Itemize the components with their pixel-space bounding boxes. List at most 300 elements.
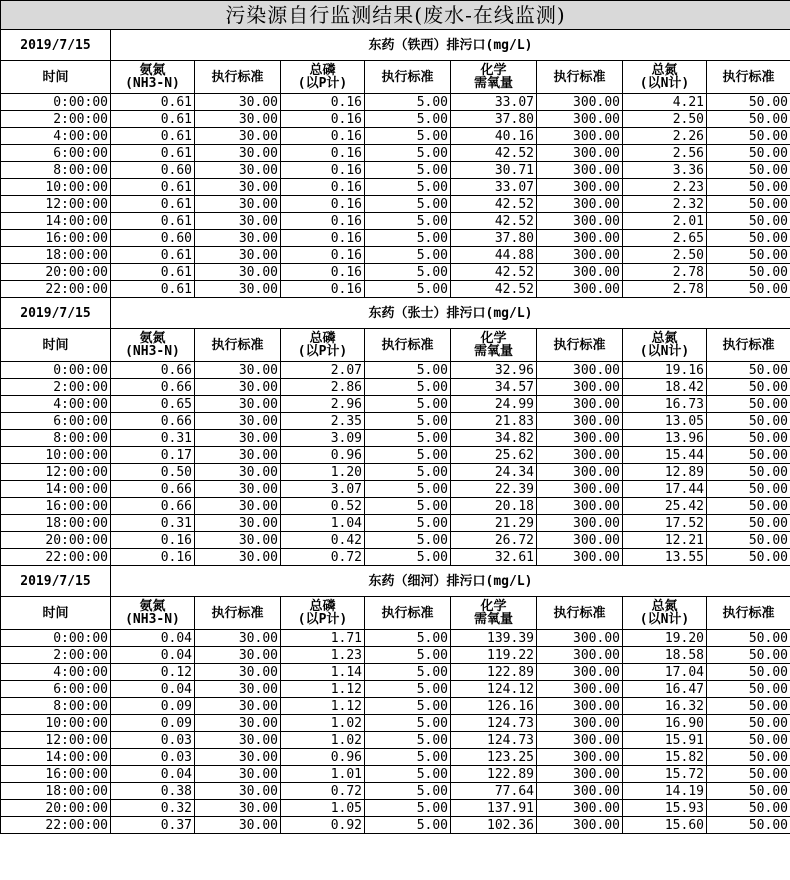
value-cell: 0.16 [111, 549, 195, 566]
value-cell: 15.82 [623, 749, 707, 766]
value-cell: 124.73 [451, 732, 537, 749]
column-header: 化学 需氧量 [451, 61, 537, 94]
value-cell: 50.00 [707, 532, 790, 549]
column-header: 时间 [1, 329, 111, 362]
column-header: 总磷 (以P计) [281, 597, 365, 630]
time-cell: 2:00:00 [1, 647, 111, 664]
value-cell: 50.00 [707, 396, 790, 413]
value-cell: 30.00 [195, 732, 281, 749]
value-cell: 5.00 [365, 264, 451, 281]
value-cell: 1.20 [281, 464, 365, 481]
value-cell: 16.90 [623, 715, 707, 732]
time-cell: 18:00:00 [1, 783, 111, 800]
time-cell: 16:00:00 [1, 766, 111, 783]
value-cell: 34.57 [451, 379, 537, 396]
value-cell: 300.00 [537, 481, 623, 498]
value-cell: 0.61 [111, 196, 195, 213]
table-row [1, 715, 790, 732]
value-cell: 5.00 [365, 481, 451, 498]
value-cell: 0.16 [281, 179, 365, 196]
value-cell: 25.42 [623, 498, 707, 515]
value-cell: 1.12 [281, 681, 365, 698]
time-cell: 14:00:00 [1, 481, 111, 498]
value-cell: 24.34 [451, 464, 537, 481]
time-cell: 22:00:00 [1, 281, 111, 298]
value-cell: 50.00 [707, 647, 790, 664]
value-cell: 30.00 [195, 196, 281, 213]
value-cell: 123.25 [451, 749, 537, 766]
value-cell: 13.96 [623, 430, 707, 447]
value-cell: 102.36 [451, 817, 537, 834]
value-cell: 5.00 [365, 213, 451, 230]
value-cell: 300.00 [537, 430, 623, 447]
value-cell: 300.00 [537, 549, 623, 566]
value-cell: 50.00 [707, 498, 790, 515]
value-cell: 5.00 [365, 145, 451, 162]
value-cell: 300.00 [537, 230, 623, 247]
table-row [1, 247, 790, 264]
table-row [1, 549, 790, 566]
table-row [1, 179, 790, 196]
column-header: 氨氮 (NH3-N) [111, 329, 195, 362]
value-cell: 50.00 [707, 196, 790, 213]
table-row [1, 732, 790, 749]
value-cell: 0.04 [111, 766, 195, 783]
value-cell: 300.00 [537, 698, 623, 715]
value-cell: 300.00 [537, 498, 623, 515]
column-header: 执行标准 [195, 597, 281, 630]
value-cell: 124.73 [451, 715, 537, 732]
value-cell: 30.00 [195, 532, 281, 549]
time-cell: 12:00:00 [1, 196, 111, 213]
table-row [1, 749, 790, 766]
value-cell: 16.73 [623, 396, 707, 413]
value-cell: 0.92 [281, 817, 365, 834]
value-cell: 5.00 [365, 664, 451, 681]
column-header: 执行标准 [537, 329, 623, 362]
time-cell: 8:00:00 [1, 162, 111, 179]
value-cell: 0.65 [111, 396, 195, 413]
value-cell: 0.61 [111, 128, 195, 145]
value-cell: 5.00 [365, 196, 451, 213]
value-cell: 2.01 [623, 213, 707, 230]
value-cell: 30.00 [195, 766, 281, 783]
value-cell: 300.00 [537, 413, 623, 430]
value-cell: 50.00 [707, 230, 790, 247]
value-cell: 30.00 [195, 379, 281, 396]
value-cell: 0.16 [281, 145, 365, 162]
value-cell: 30.00 [195, 481, 281, 498]
value-cell: 300.00 [537, 732, 623, 749]
value-cell: 50.00 [707, 515, 790, 532]
value-cell: 22.39 [451, 481, 537, 498]
value-cell: 2.86 [281, 379, 365, 396]
value-cell: 5.00 [365, 715, 451, 732]
value-cell: 139.39 [451, 630, 537, 647]
time-cell: 22:00:00 [1, 817, 111, 834]
time-cell: 14:00:00 [1, 749, 111, 766]
section-title: 东药（细河）排污口(mg/L) [111, 566, 790, 597]
value-cell: 0.17 [111, 447, 195, 464]
table-row [1, 817, 790, 834]
value-cell: 26.72 [451, 532, 537, 549]
column-header: 氨氮 (NH3-N) [111, 597, 195, 630]
value-cell: 0.16 [281, 162, 365, 179]
value-cell: 15.93 [623, 800, 707, 817]
value-cell: 13.05 [623, 413, 707, 430]
table-row [1, 783, 790, 800]
value-cell: 2.26 [623, 128, 707, 145]
value-cell: 300.00 [537, 179, 623, 196]
value-cell: 126.16 [451, 698, 537, 715]
value-cell: 37.80 [451, 230, 537, 247]
value-cell: 42.52 [451, 281, 537, 298]
value-cell: 25.62 [451, 447, 537, 464]
value-cell: 0.60 [111, 162, 195, 179]
time-cell: 14:00:00 [1, 213, 111, 230]
value-cell: 300.00 [537, 783, 623, 800]
value-cell: 5.00 [365, 247, 451, 264]
value-cell: 3.09 [281, 430, 365, 447]
value-cell: 50.00 [707, 179, 790, 196]
value-cell: 2.78 [623, 281, 707, 298]
time-cell: 8:00:00 [1, 698, 111, 715]
value-cell: 2.96 [281, 396, 365, 413]
value-cell: 30.00 [195, 213, 281, 230]
value-cell: 5.00 [365, 128, 451, 145]
column-header: 总氮 (以N计) [623, 61, 707, 94]
value-cell: 0.04 [111, 681, 195, 698]
value-cell: 0.12 [111, 664, 195, 681]
table-row [1, 681, 790, 698]
value-cell: 2.07 [281, 362, 365, 379]
value-cell: 30.00 [195, 749, 281, 766]
section-header-row [1, 30, 790, 61]
value-cell: 42.52 [451, 145, 537, 162]
value-cell: 2.23 [623, 179, 707, 196]
value-cell: 50.00 [707, 766, 790, 783]
value-cell: 30.00 [195, 362, 281, 379]
value-cell: 30.00 [195, 515, 281, 532]
column-header: 执行标准 [707, 61, 790, 94]
value-cell: 32.61 [451, 549, 537, 566]
value-cell: 5.00 [365, 281, 451, 298]
table-row [1, 396, 790, 413]
value-cell: 42.52 [451, 196, 537, 213]
value-cell: 300.00 [537, 247, 623, 264]
value-cell: 0.61 [111, 281, 195, 298]
value-cell: 2.50 [623, 111, 707, 128]
value-cell: 50.00 [707, 549, 790, 566]
value-cell: 15.91 [623, 732, 707, 749]
value-cell: 5.00 [365, 413, 451, 430]
value-cell: 0.16 [281, 213, 365, 230]
value-cell: 30.00 [195, 498, 281, 515]
time-cell: 18:00:00 [1, 515, 111, 532]
value-cell: 50.00 [707, 413, 790, 430]
value-cell: 0.61 [111, 247, 195, 264]
value-cell: 30.00 [195, 800, 281, 817]
table-row [1, 430, 790, 447]
table-row [1, 213, 790, 230]
value-cell: 0.16 [281, 264, 365, 281]
value-cell: 300.00 [537, 379, 623, 396]
value-cell: 30.71 [451, 162, 537, 179]
value-cell: 30.00 [195, 664, 281, 681]
time-cell: 10:00:00 [1, 715, 111, 732]
value-cell: 300.00 [537, 749, 623, 766]
value-cell: 3.07 [281, 481, 365, 498]
value-cell: 300.00 [537, 111, 623, 128]
column-header: 化学 需氧量 [451, 597, 537, 630]
value-cell: 12.21 [623, 532, 707, 549]
value-cell: 1.14 [281, 664, 365, 681]
column-header: 执行标准 [537, 61, 623, 94]
value-cell: 15.60 [623, 817, 707, 834]
value-cell: 24.99 [451, 396, 537, 413]
column-header: 总氮 (以N计) [623, 597, 707, 630]
section-title: 东药（铁西）排污口(mg/L) [111, 30, 790, 61]
value-cell: 50.00 [707, 162, 790, 179]
value-cell: 0.60 [111, 230, 195, 247]
value-cell: 1.23 [281, 647, 365, 664]
value-cell: 50.00 [707, 145, 790, 162]
value-cell: 16.32 [623, 698, 707, 715]
value-cell: 5.00 [365, 732, 451, 749]
value-cell: 50.00 [707, 447, 790, 464]
value-cell: 5.00 [365, 447, 451, 464]
time-cell: 6:00:00 [1, 681, 111, 698]
value-cell: 0.38 [111, 783, 195, 800]
value-cell: 0.61 [111, 213, 195, 230]
value-cell: 30.00 [195, 464, 281, 481]
value-cell: 50.00 [707, 379, 790, 396]
value-cell: 5.00 [365, 179, 451, 196]
value-cell: 0.03 [111, 732, 195, 749]
value-cell: 2.65 [623, 230, 707, 247]
value-cell: 5.00 [365, 681, 451, 698]
value-cell: 17.52 [623, 515, 707, 532]
section-title: 东药（张士）排污口(mg/L) [111, 298, 790, 329]
column-header: 氨氮 (NH3-N) [111, 61, 195, 94]
value-cell: 2.50 [623, 247, 707, 264]
value-cell: 0.50 [111, 464, 195, 481]
value-cell: 50.00 [707, 264, 790, 281]
column-header: 执行标准 [365, 329, 451, 362]
value-cell: 0.52 [281, 498, 365, 515]
value-cell: 50.00 [707, 817, 790, 834]
value-cell: 4.21 [623, 94, 707, 111]
value-cell: 50.00 [707, 664, 790, 681]
value-cell: 14.19 [623, 783, 707, 800]
value-cell: 0.09 [111, 698, 195, 715]
table-row [1, 362, 790, 379]
value-cell: 3.36 [623, 162, 707, 179]
table-row [1, 379, 790, 396]
value-cell: 30.00 [195, 94, 281, 111]
value-cell: 16.47 [623, 681, 707, 698]
value-cell: 19.20 [623, 630, 707, 647]
table-row [1, 515, 790, 532]
table-row [1, 162, 790, 179]
value-cell: 15.72 [623, 766, 707, 783]
value-cell: 42.52 [451, 213, 537, 230]
value-cell: 5.00 [365, 111, 451, 128]
table-row [1, 698, 790, 715]
table-row [1, 413, 790, 430]
value-cell: 30.00 [195, 281, 281, 298]
value-cell: 300.00 [537, 800, 623, 817]
value-cell: 30.00 [195, 430, 281, 447]
value-cell: 30.00 [195, 264, 281, 281]
page-title: 污染源自行监测结果(废水-在线监测) [1, 1, 790, 30]
value-cell: 0.61 [111, 264, 195, 281]
value-cell: 18.58 [623, 647, 707, 664]
value-cell: 0.16 [281, 281, 365, 298]
value-cell: 0.03 [111, 749, 195, 766]
value-cell: 300.00 [537, 464, 623, 481]
table-row [1, 464, 790, 481]
column-header: 执行标准 [195, 61, 281, 94]
value-cell: 30.00 [195, 179, 281, 196]
column-header-row [1, 61, 790, 94]
value-cell: 124.12 [451, 681, 537, 698]
table-row [1, 630, 790, 647]
time-cell: 10:00:00 [1, 447, 111, 464]
value-cell: 50.00 [707, 681, 790, 698]
value-cell: 300.00 [537, 532, 623, 549]
section-date: 2019/7/15 [1, 298, 111, 329]
value-cell: 5.00 [365, 515, 451, 532]
value-cell: 300.00 [537, 817, 623, 834]
value-cell: 0.66 [111, 498, 195, 515]
section-date: 2019/7/15 [1, 566, 111, 597]
column-header-row [1, 597, 790, 630]
value-cell: 1.01 [281, 766, 365, 783]
value-cell: 21.29 [451, 515, 537, 532]
value-cell: 30.00 [195, 817, 281, 834]
value-cell: 77.64 [451, 783, 537, 800]
value-cell: 30.00 [195, 647, 281, 664]
value-cell: 0.61 [111, 94, 195, 111]
value-cell: 30.00 [195, 145, 281, 162]
value-cell: 0.37 [111, 817, 195, 834]
value-cell: 50.00 [707, 732, 790, 749]
value-cell: 5.00 [365, 396, 451, 413]
value-cell: 300.00 [537, 664, 623, 681]
value-cell: 50.00 [707, 715, 790, 732]
time-cell: 2:00:00 [1, 111, 111, 128]
table-row [1, 664, 790, 681]
column-header: 执行标准 [707, 597, 790, 630]
value-cell: 50.00 [707, 630, 790, 647]
time-cell: 18:00:00 [1, 247, 111, 264]
value-cell: 0.16 [281, 230, 365, 247]
value-cell: 0.96 [281, 749, 365, 766]
value-cell: 30.00 [195, 396, 281, 413]
value-cell: 1.04 [281, 515, 365, 532]
value-cell: 0.16 [281, 111, 365, 128]
value-cell: 30.00 [195, 681, 281, 698]
value-cell: 300.00 [537, 196, 623, 213]
time-cell: 4:00:00 [1, 128, 111, 145]
value-cell: 1.05 [281, 800, 365, 817]
time-cell: 10:00:00 [1, 179, 111, 196]
value-cell: 300.00 [537, 396, 623, 413]
value-cell: 33.07 [451, 94, 537, 111]
value-cell: 19.16 [623, 362, 707, 379]
value-cell: 5.00 [365, 749, 451, 766]
value-cell: 50.00 [707, 281, 790, 298]
value-cell: 50.00 [707, 749, 790, 766]
value-cell: 5.00 [365, 800, 451, 817]
time-cell: 6:00:00 [1, 413, 111, 430]
time-cell: 4:00:00 [1, 396, 111, 413]
value-cell: 37.80 [451, 111, 537, 128]
table-row [1, 532, 790, 549]
table-row [1, 230, 790, 247]
time-cell: 8:00:00 [1, 430, 111, 447]
value-cell: 15.44 [623, 447, 707, 464]
value-cell: 5.00 [365, 230, 451, 247]
table-row [1, 481, 790, 498]
table-row [1, 800, 790, 817]
value-cell: 5.00 [365, 162, 451, 179]
table-row [1, 447, 790, 464]
column-header: 时间 [1, 597, 111, 630]
value-cell: 50.00 [707, 247, 790, 264]
value-cell: 30.00 [195, 111, 281, 128]
value-cell: 30.00 [195, 549, 281, 566]
value-cell: 50.00 [707, 94, 790, 111]
time-cell: 16:00:00 [1, 230, 111, 247]
value-cell: 0.16 [281, 128, 365, 145]
time-cell: 4:00:00 [1, 664, 111, 681]
value-cell: 2.32 [623, 196, 707, 213]
title-row [1, 1, 790, 30]
column-header: 总磷 (以P计) [281, 329, 365, 362]
value-cell: 0.16 [281, 247, 365, 264]
value-cell: 0.66 [111, 362, 195, 379]
value-cell: 21.83 [451, 413, 537, 430]
value-cell: 0.72 [281, 549, 365, 566]
value-cell: 30.00 [195, 698, 281, 715]
value-cell: 12.89 [623, 464, 707, 481]
value-cell: 5.00 [365, 464, 451, 481]
table-row [1, 145, 790, 162]
table-row [1, 196, 790, 213]
value-cell: 32.96 [451, 362, 537, 379]
value-cell: 300.00 [537, 281, 623, 298]
value-cell: 50.00 [707, 128, 790, 145]
value-cell: 5.00 [365, 549, 451, 566]
table-row [1, 647, 790, 664]
table-row [1, 94, 790, 111]
value-cell: 30.00 [195, 413, 281, 430]
value-cell: 5.00 [365, 379, 451, 396]
value-cell: 50.00 [707, 783, 790, 800]
value-cell: 2.56 [623, 145, 707, 162]
value-cell: 5.00 [365, 630, 451, 647]
value-cell: 50.00 [707, 213, 790, 230]
table-row [1, 281, 790, 298]
value-cell: 1.12 [281, 698, 365, 715]
value-cell: 0.31 [111, 430, 195, 447]
value-cell: 1.02 [281, 732, 365, 749]
value-cell: 50.00 [707, 362, 790, 379]
column-header: 总磷 (以P计) [281, 61, 365, 94]
value-cell: 2.35 [281, 413, 365, 430]
